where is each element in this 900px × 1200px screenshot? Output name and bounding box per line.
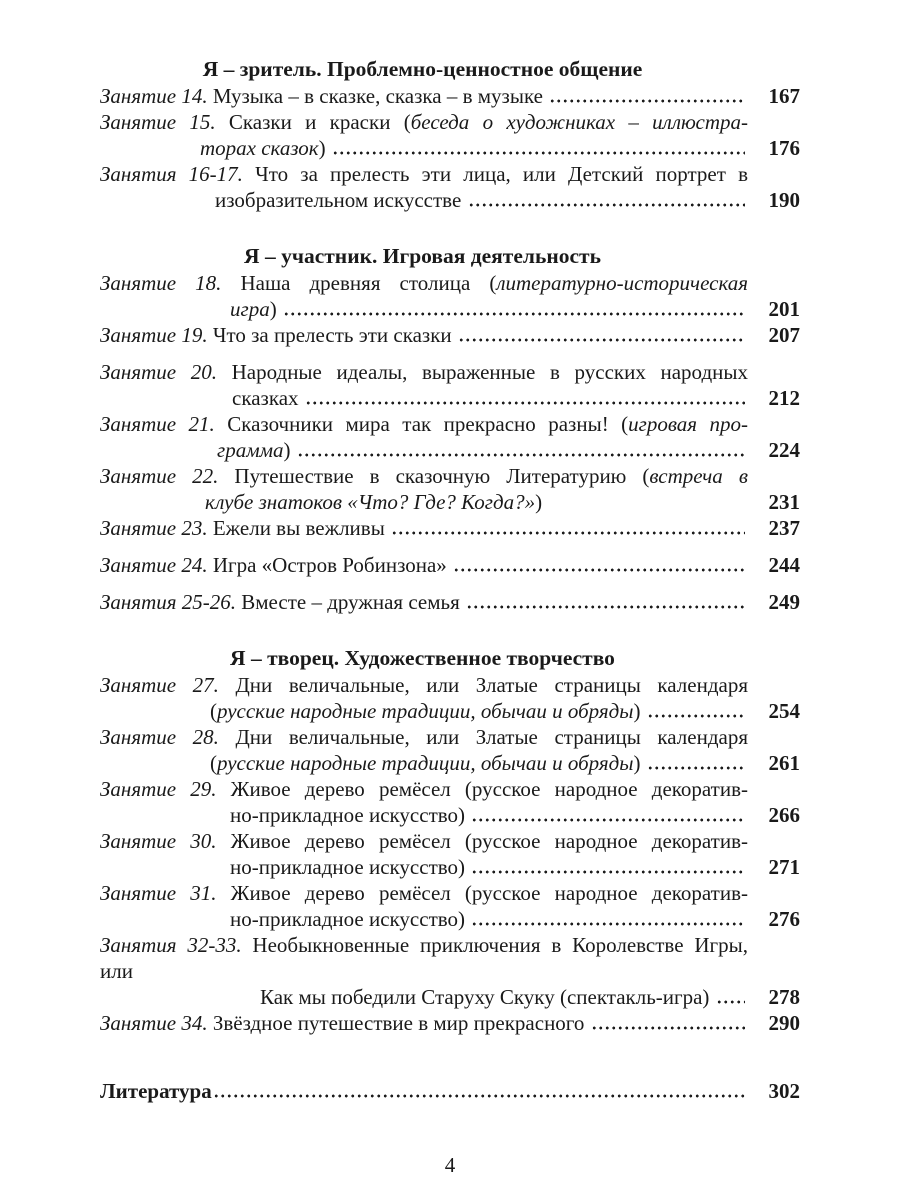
entry-text-italic: Занятие 15. bbox=[100, 110, 216, 134]
entry-text bbox=[100, 322, 748, 348]
toc-entry bbox=[100, 322, 800, 348]
toc-line bbox=[100, 411, 800, 437]
dot-leader bbox=[332, 135, 745, 161]
dot-leader bbox=[297, 437, 745, 463]
entry-text-italic: Занятие 19. bbox=[100, 323, 208, 347]
entry-text bbox=[100, 515, 748, 541]
toc-entry bbox=[100, 552, 800, 578]
toc bbox=[100, 56, 800, 1036]
toc-line bbox=[100, 135, 800, 161]
entry-text bbox=[100, 672, 748, 698]
toc-line bbox=[100, 932, 800, 984]
page-ref: 167 bbox=[768, 84, 800, 108]
entry-text-normal: Звёздное путешествие в мир прекрасного bbox=[207, 1011, 590, 1035]
toc-line bbox=[100, 724, 800, 750]
toc-section bbox=[100, 645, 800, 1036]
dot-leader bbox=[283, 296, 745, 322]
entry-text-italic: Занятие 14. bbox=[100, 84, 208, 108]
entry-text-normal: но-прикладное искусство) bbox=[230, 803, 471, 827]
entry-text bbox=[100, 984, 748, 1010]
toc-section bbox=[100, 56, 800, 213]
dot-leader bbox=[471, 802, 745, 828]
entry-text-segments bbox=[100, 322, 457, 348]
entry-text-normal: Игра «Остров Робинзона» bbox=[207, 553, 453, 577]
toc-entry bbox=[100, 515, 800, 541]
entry-text-normal: Как мы победили Старуху Скуку (спектакль-игра) bbox=[260, 985, 715, 1009]
entry-text bbox=[100, 187, 748, 213]
toc-line bbox=[100, 83, 800, 109]
entry-text-italic: Занятия 16-17. bbox=[100, 162, 243, 186]
entry-text bbox=[100, 802, 748, 828]
entry-text bbox=[100, 1078, 748, 1104]
toc-entry bbox=[100, 880, 800, 932]
toc-line bbox=[100, 359, 800, 385]
entry-text-italic: Занятие 23. bbox=[100, 516, 208, 540]
page-ref: 237 bbox=[768, 516, 800, 540]
entry-text-segments bbox=[230, 296, 282, 322]
page-ref: 276 bbox=[768, 907, 800, 931]
toc-line bbox=[100, 589, 800, 615]
toc-line bbox=[100, 437, 800, 463]
entry-text bbox=[100, 385, 748, 411]
toc-line bbox=[100, 322, 800, 348]
toc-line bbox=[100, 906, 800, 932]
entry-text-italic: грамма bbox=[217, 438, 284, 462]
entry-text bbox=[100, 109, 748, 135]
page-ref: 249 bbox=[768, 590, 800, 614]
entry-text bbox=[100, 698, 748, 724]
dot-leader bbox=[471, 854, 745, 880]
dot-leader bbox=[549, 83, 745, 109]
dot-leader bbox=[391, 515, 745, 541]
entry-text-segments bbox=[100, 515, 390, 541]
entry-text-normal: ) bbox=[269, 297, 282, 321]
page-ref: 212 bbox=[768, 386, 800, 410]
page-ref: 190 bbox=[768, 188, 800, 212]
dot-leader bbox=[647, 750, 745, 776]
page-ref: 261 bbox=[768, 751, 800, 775]
entry-text bbox=[100, 724, 748, 750]
toc-entry bbox=[100, 932, 800, 1010]
entry-text-normal: Народные идеалы, выраженные в русских народных bbox=[216, 360, 748, 384]
entry-text-italic: Занятие 30. bbox=[100, 829, 217, 853]
toc-line bbox=[100, 296, 800, 322]
toc-entry bbox=[100, 1010, 800, 1036]
page-ref: 207 bbox=[768, 323, 800, 347]
footer-page-number: 4 bbox=[444, 1153, 456, 1177]
toc-entry bbox=[100, 828, 800, 880]
leader-spacer bbox=[543, 489, 745, 515]
entry-text-segments bbox=[260, 984, 715, 1010]
entry-text bbox=[100, 750, 748, 776]
dot-leader bbox=[471, 906, 745, 932]
dot-leader bbox=[305, 385, 745, 411]
entry-text-normal: ) bbox=[633, 699, 646, 723]
entry-text-italic: Занятие 31. bbox=[100, 881, 217, 905]
dot-leader bbox=[468, 187, 745, 213]
toc-entry bbox=[100, 724, 800, 776]
dot-leader bbox=[453, 552, 745, 578]
literature-entry bbox=[100, 1078, 800, 1104]
toc-entry bbox=[100, 589, 800, 615]
toc-line bbox=[100, 161, 800, 187]
entry-text bbox=[100, 83, 748, 109]
entry-text-segments bbox=[230, 906, 470, 932]
entry-text-italic: торах сказок bbox=[200, 136, 319, 160]
entry-text bbox=[100, 437, 748, 463]
entry-text-normal: Что за прелесть эти лица, или Детский портрет в bbox=[242, 162, 748, 186]
entry-text-italic: игровая про- bbox=[628, 412, 749, 436]
entry-text-segments bbox=[215, 187, 467, 213]
entry-text-italic: Занятие 28. bbox=[100, 725, 219, 749]
entry-text-italic: клубе знатоков «Что? Где? Когда?» bbox=[205, 490, 536, 514]
toc-entry bbox=[100, 411, 800, 463]
toc-entry bbox=[100, 270, 800, 322]
entry-text-normal: изобразительном искусстве bbox=[215, 188, 467, 212]
toc-line bbox=[100, 984, 800, 1010]
entry-text-italic: русские народные традиции, обычаи и обряды bbox=[217, 699, 634, 723]
entry-text bbox=[100, 854, 748, 880]
entry-text-normal: Живое дерево ремёсел (русское народное декоратив- bbox=[216, 881, 748, 905]
toc-line bbox=[100, 698, 800, 724]
toc-line bbox=[100, 515, 800, 541]
toc-line bbox=[100, 828, 800, 854]
toc-line bbox=[100, 270, 800, 296]
entry-text bbox=[100, 359, 748, 385]
toc-line bbox=[100, 802, 800, 828]
toc-line bbox=[100, 880, 800, 906]
dot-leader bbox=[591, 1010, 745, 1036]
entry-text bbox=[100, 589, 748, 615]
entry-text-normal: Что за прелесть эти сказки bbox=[207, 323, 457, 347]
toc-line bbox=[100, 672, 800, 698]
page-ref: 176 bbox=[768, 136, 800, 160]
entry-text-normal: Живое дерево ремёсел (русское народное декоратив- bbox=[216, 777, 748, 801]
toc-line bbox=[100, 1010, 800, 1036]
toc-line bbox=[100, 463, 800, 489]
entry-text bbox=[100, 489, 748, 515]
page-ref: 224 bbox=[768, 438, 800, 462]
entry-text-segments bbox=[205, 489, 542, 515]
toc-entry bbox=[100, 161, 800, 213]
dot-leader bbox=[647, 698, 745, 724]
page-ref: 302 bbox=[768, 1079, 800, 1103]
entry-text-italic: Занятия 25-26. bbox=[100, 590, 236, 614]
entry-text-italic: Занятие 29. bbox=[100, 777, 217, 801]
section-heading: Я – участник. Игровая деятельность bbox=[244, 244, 601, 268]
entry-text-normal: Ежели вы вежливы bbox=[207, 516, 391, 540]
entry-text bbox=[100, 880, 748, 906]
toc-entry bbox=[100, 109, 800, 161]
entry-text-segments bbox=[100, 552, 452, 578]
page-ref: 244 bbox=[768, 553, 800, 577]
entry-text bbox=[100, 270, 748, 296]
entry-text-normal: но-прикладное искусство) bbox=[230, 907, 471, 931]
entry-text-italic: русские народные традиции, обычаи и обряды bbox=[217, 751, 634, 775]
entry-text bbox=[100, 932, 748, 984]
entry-text-normal: Дни величальные, или Златые страницы календаря bbox=[218, 673, 748, 697]
entry-text-normal: ) bbox=[318, 136, 331, 160]
page-ref: 271 bbox=[768, 855, 800, 879]
entry-text-segments bbox=[210, 750, 646, 776]
entry-text bbox=[100, 296, 748, 322]
entry-text-normal: Сказки и краски ( bbox=[215, 110, 411, 134]
entry-text-italic: беседа о художниках – иллюстра- bbox=[410, 110, 748, 134]
entry-text-normal: Живое дерево ремёсел (русское народное декоратив- bbox=[216, 829, 748, 853]
entry-text-segments bbox=[232, 385, 304, 411]
entry-text bbox=[100, 463, 748, 489]
entry-text-normal: ) bbox=[283, 438, 296, 462]
entry-text-normal: но-прикладное искусство) bbox=[230, 855, 471, 879]
toc-line bbox=[100, 854, 800, 880]
section-heading: Я – творец. Художественное творчество bbox=[230, 646, 615, 670]
toc-line bbox=[100, 385, 800, 411]
entry-text-italic: встреча в bbox=[649, 464, 748, 488]
toc-line bbox=[100, 750, 800, 776]
entry-text bbox=[100, 552, 748, 578]
entry-text-italic: литературно-историческая bbox=[496, 271, 748, 295]
page-ref: 201 bbox=[768, 297, 800, 321]
entry-text-segments bbox=[100, 83, 548, 109]
entry-text-normal: Путешествие в сказочную Литературию ( bbox=[218, 464, 650, 488]
entry-text-normal: Необыкновенные приключения в Королевстве Игры, или bbox=[100, 933, 749, 983]
entry-text-normal: ( bbox=[210, 699, 217, 723]
entry-text-normal: Вместе – дружная семья bbox=[236, 590, 465, 614]
toc-entry bbox=[100, 83, 800, 109]
literature-label: Литература bbox=[100, 1079, 212, 1103]
dot-leader bbox=[466, 589, 745, 615]
page-ref: 278 bbox=[768, 985, 800, 1009]
toc-line bbox=[100, 187, 800, 213]
toc-line bbox=[100, 489, 800, 515]
entry-text bbox=[100, 161, 748, 187]
toc-entry bbox=[100, 463, 800, 515]
page-ref: 266 bbox=[768, 803, 800, 827]
entry-text-italic: Занятия 32-33. bbox=[100, 933, 242, 957]
entry-text-segments bbox=[230, 802, 470, 828]
toc-entry bbox=[100, 776, 800, 828]
toc-section bbox=[100, 243, 800, 615]
entry-text-normal: Сказочники мира так прекрасно разны! ( bbox=[214, 412, 629, 436]
entry-text bbox=[100, 135, 748, 161]
entry-text-italic: Занятие 34. bbox=[100, 1011, 208, 1035]
entry-text-normal: ) bbox=[535, 490, 543, 514]
entry-text-segments bbox=[210, 698, 646, 724]
entry-text-normal: Музыка – в сказке, сказка – в музыке bbox=[207, 84, 549, 108]
dot-leader bbox=[458, 322, 745, 348]
entry-text-normal: ( bbox=[210, 751, 217, 775]
entry-text-segments bbox=[100, 1010, 590, 1036]
entry-text bbox=[100, 828, 748, 854]
entry-text-normal: Дни величальные, или Златые страницы календаря bbox=[218, 725, 748, 749]
page-ref: 231 bbox=[768, 490, 800, 514]
entry-text-italic: Занятие 24. bbox=[100, 553, 208, 577]
toc-line bbox=[100, 109, 800, 135]
page-ref: 254 bbox=[768, 699, 800, 723]
entry-text-segments bbox=[230, 854, 470, 880]
entry-text-italic: игра bbox=[230, 297, 270, 321]
entry-text-italic: Занятие 20. bbox=[100, 360, 217, 384]
toc-line bbox=[100, 552, 800, 578]
entry-text-normal: сказках bbox=[232, 386, 304, 410]
entry-text-italic: Занятие 18. bbox=[100, 271, 222, 295]
entry-text-italic: Занятие 22. bbox=[100, 464, 219, 488]
entry-text bbox=[100, 1010, 748, 1036]
entry-text-segments bbox=[217, 437, 296, 463]
toc-entry bbox=[100, 359, 800, 411]
toc-line bbox=[100, 776, 800, 802]
table-of-contents bbox=[100, 56, 800, 1178]
entry-text-italic: Занятие 27. bbox=[100, 673, 219, 697]
entry-text bbox=[100, 776, 748, 802]
entry-text-segments bbox=[100, 589, 465, 615]
section-heading: Я – зритель. Проблемно-ценностное общение bbox=[202, 57, 643, 81]
entry-text-segments bbox=[200, 135, 331, 161]
entry-text-normal: Наша древняя столица ( bbox=[221, 271, 497, 295]
dot-leader bbox=[213, 1078, 745, 1104]
page-ref: 290 bbox=[768, 1011, 800, 1035]
entry-text bbox=[100, 906, 748, 932]
dot-leader bbox=[716, 984, 745, 1010]
entry-text-normal: ) bbox=[633, 751, 646, 775]
entry-text bbox=[100, 411, 748, 437]
entry-text-italic: Занятие 21. bbox=[100, 412, 215, 436]
toc-entry bbox=[100, 672, 800, 724]
